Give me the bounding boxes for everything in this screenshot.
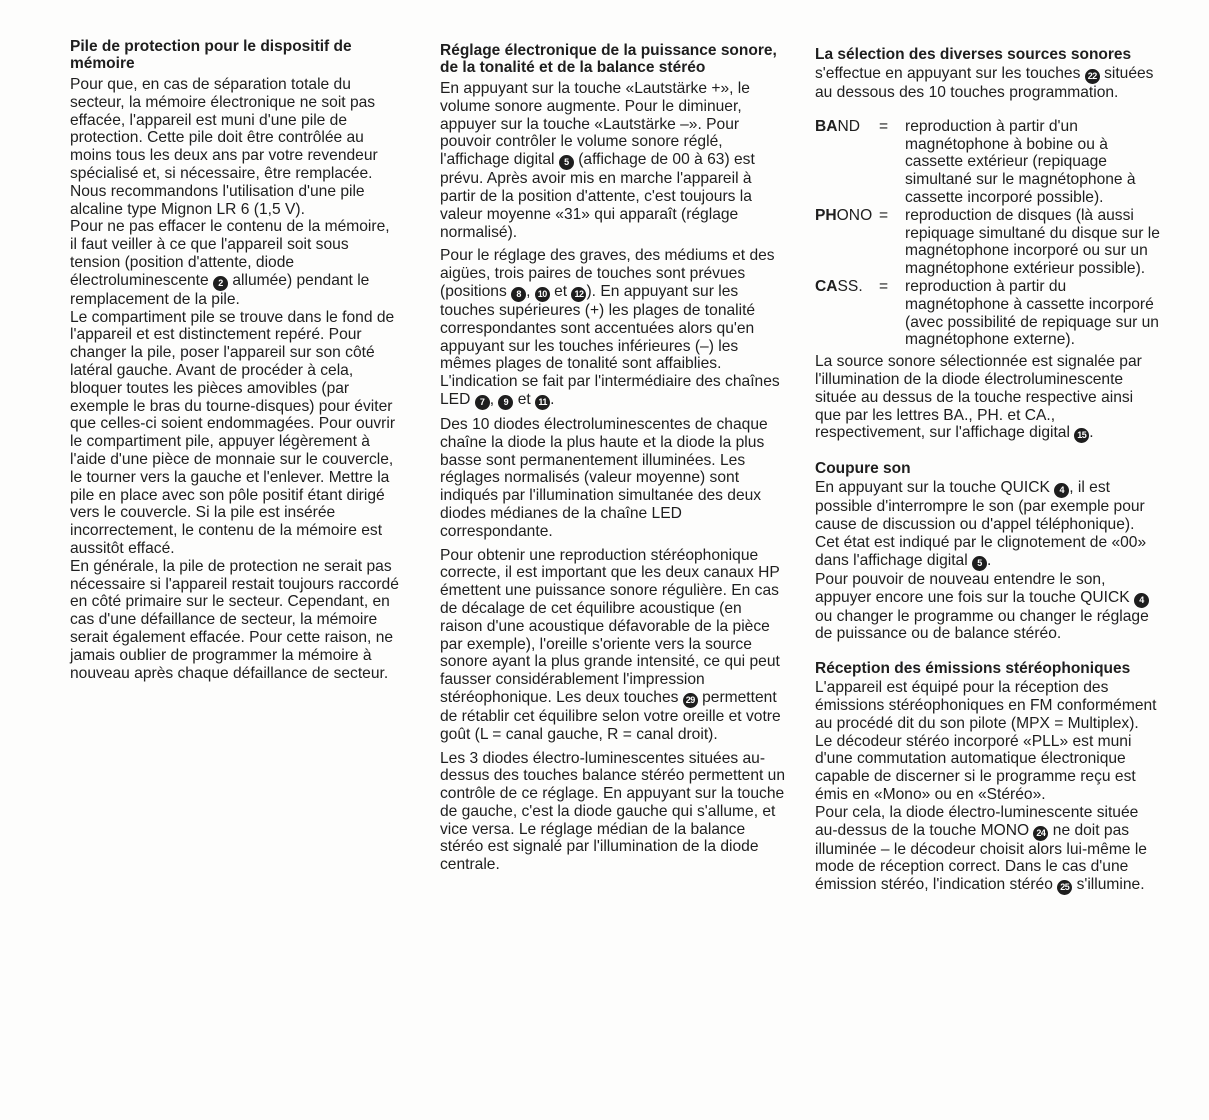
paragraph: La source sonore sélectionnée est signalée par l'illumination de la diode électroluminescente située au dessus de la touche respective ainsi que par les lettres BA., PH. et CA., respectivement, sur l'affichage digital 15 . [815, 353, 1142, 442]
callout-number: 10 [535, 287, 550, 302]
callout-number: 9 [498, 395, 513, 410]
callout-number: 15 [1074, 428, 1089, 443]
section-title-volume: Réglage électronique de la puissance sonore, de la tonalité et de la balance stéréo [440, 42, 777, 76]
column-middle [440, 42, 785, 874]
callout-number: 4 [1054, 483, 1069, 498]
callout-number: 7 [475, 395, 490, 410]
source-row: PHONO = reproduction de disques (là aussi repiquage simultané du disque sur le magnétophone incorporé ou sur un magnétophone extérieur possible). [815, 206, 1160, 278]
paragraph: En appuyant sur la touche QUICK 4 , il est possible d'interrompre le son (par exemple pour cause de discussion ou d'appel téléphonique). Cet état est indiqué par le clignotement de «00» dans l'affichage digital 5 . [815, 479, 1147, 569]
section-title-battery: Pile de protection pour le dispositif de mémoire [70, 38, 352, 72]
paragraph: Les 3 diodes électro-luminescentes situées au-dessus des touches balance stéréo permettent un contrôle de ce réglage. En appuyant sur la touche de gauche, c'est la diode gauche qui s'allume, et vice versa. Le réglage médian de la balance stéréo est signalé par l'illumination de la diode centrale. [440, 749, 786, 874]
callout-number: 11 [535, 395, 550, 410]
source-row: BAND = reproduction à partir d'un magnétophone à bobine ou à cassette extérieur (repiquage simultané sur le magnétophone à cassette incorporé possible). [815, 117, 1136, 206]
callout-number: 22 [1085, 69, 1100, 84]
column-left [70, 38, 400, 682]
paragraph: Pour que, en cas de séparation totale du secteur, la mémoire électronique ne soit pas effacée, l'appareil est muni d'une pile de protection. Cette pile doit être contrôlée au moins tous les deux ans par votre revendeur spécialisé et, si nécessaire, être remplacée. Nous recommandons l'utilisation d'une pile alcaline type Mignon LR 6 (1,5 V). [70, 76, 378, 218]
source-row: CASS. = reproduction à partir du magnétophone à cassette incorporé (avec possibilité de repiquage sur un magnétophone externe). [815, 277, 1159, 349]
paragraph: Pour ne pas effacer le contenu de la mémoire, il faut veiller à ce que l'appareil soit sous tension (position d'attente, diode électroluminescente 2 allumée) pendant le remplacement de la pile. [70, 218, 390, 308]
paragraph: Pour le réglage des graves, des médiums et des aigües, trois paires de touches sont prévues (positions 8 , 10 et 12 ). En appuyant sur les touches supérieures (+) les plages de tonalité correspondantes sont accentuées alors qu'en appuyant sur les touches inférieures (–) les mêmes plages de tonalité sont affaiblies. L'indication se fait par l'intermédiaire des chaînes LED 7 , 9 et 11 . [440, 247, 780, 408]
paragraph: Pour cela, la diode électro-luminescente située au-dessus de la touche MONO 24 ne doit pas illuminée – le décodeur choisit alors lui-même le mode de réception correct. Dans le cas d'une émission stéréo, l'indication stéréo 25 s'illumine. [815, 803, 1147, 894]
sources-table [815, 118, 1160, 349]
callout-number: 2 [213, 276, 228, 291]
paragraph: Pour pouvoir de nouveau entendre le son, appuyer encore une fois sur la touche QUICK 4 ou changer le programme ou changer le réglage de puissance ou de balance stéréo. [815, 570, 1149, 643]
section-title-sources: La sélection des diverses sources sonores [815, 46, 1132, 63]
callout-number: 29 [683, 693, 698, 708]
paragraph: En générale, la pile de protection ne serait pas nécessaire si l'appareil restait toujours raccordé en côté primaire sur le secteur. Cependant, en cas d'une défaillance de secteur, la mémoire serait également effacée. Pour cette raison, ne jamais oublier de programmer la mémoire à nouveau après chaque défaillance de secteur. [70, 557, 399, 682]
paragraph: L'appareil est équipé pour la réception des émissions stéréophoniques en FM conformément au procédé dit du son pilote (MPX = Multiplex). Le décodeur stéréo incorporé «PLL» est muni d'une commutation automatique électronique capable de discerner si le programme reçu est émis en «Mono» ou en «Stéréo». [815, 679, 1157, 803]
callout-number: 4 [1134, 593, 1149, 608]
paragraph: Le compartiment pile se trouve dans le fond de l'appareil et est distinctement repéré. Pour changer la pile, poser l'appareil sur son côté latéral gauche. Avant de procéder à cela, bloquer toutes les pièces amovibles (par exemple le bras du tourne-disques) pour éviter que celles-ci soient endommagées. Pour ouvrir le compartiment pile, appuyer légèrement à l'aide d'une pièce de monnaie sur le couvercle, le tourner vers la gauche et l'enlever. Mettre la pile en place avec son pôle positif étant dirigé vers le couvercle. Si la pile est insérée incorrectement, le contenu de la mémoire est aussitôt effacé. [70, 308, 396, 557]
callout-number: 25 [1057, 880, 1072, 895]
callout-number: 24 [1033, 826, 1048, 841]
section-title-stereo-reception: Réception des émissions stéréophoniques [815, 660, 1131, 678]
column-right [815, 46, 1160, 895]
paragraph: Des 10 diodes électroluminescentes de chaque chaîne la diode la plus haute et la diode la plus basse sont permanentement illuminées. Les réglages normalisés (valeur moyenne) sont indiqués par l'illumination simultanée des deux diodes médianes de la chaîne LED correspondante. [440, 415, 768, 540]
section-title-mute: Coupure son [815, 460, 911, 478]
paragraph: Pour obtenir une reproduction stéréophonique correcte, il est important que les deux canaux HP émettent une puissance sonore régulière. En cas de décalage de cet équilibre acoustique (en raison d'une acoustique défavorable de la pièce par exemple), l'oreille s'oriente vers la source sonore ayant la plus grande intensité, ce qui peut fausser considérablement l'impression stéréophonique. Les deux touches 29 permettent de rétablir cet équilibre selon votre oreille et votre goût (L = canal gauche, R = canal droit). [440, 546, 781, 743]
callout-number: 5 [972, 556, 987, 571]
callout-number: 8 [511, 287, 526, 302]
paragraph: s'effectue en appuyant sur les touches 22 situées au dessous des 10 touches programmation. [815, 65, 1154, 101]
paragraph: En appuyant sur la touche «Lautstärke +», le volume sonore augmente. Pour le diminuer, appuyer sur la touche «Lautstärke –». Pour pouvoir contrôler le volume sonore réglé, l'affichage digital 5 (affichage de 00 à 63) est prévu. Après avoir mis en marche l'appareil à partir de la position d'attente, c'est toujours la valeur moyenne «31» qui apparaît (réglage normalisé). [440, 80, 755, 241]
callout-number: 5 [559, 155, 574, 170]
callout-number: 12 [571, 287, 586, 302]
